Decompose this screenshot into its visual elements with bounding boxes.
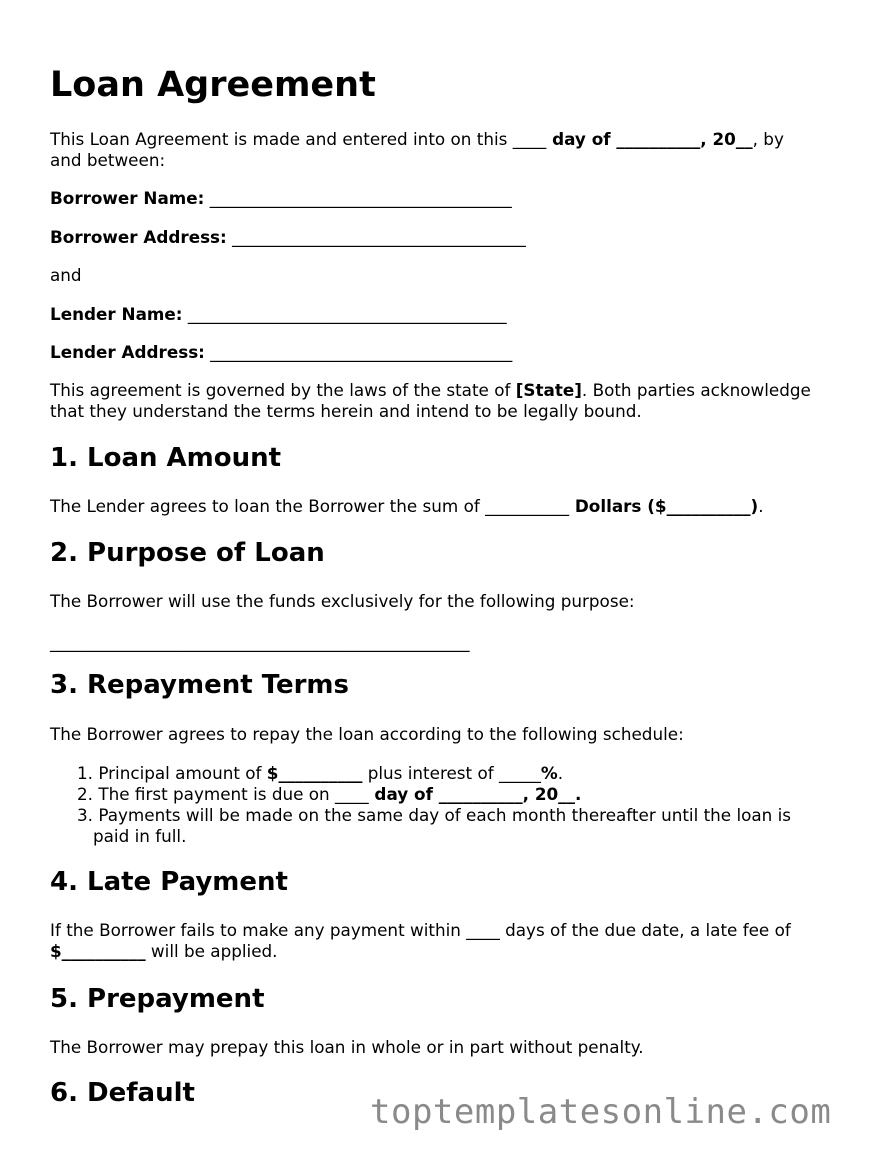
principal-blank: $__________ [266, 763, 363, 783]
section-1-text [50, 496, 764, 517]
governing-line-1 [50, 380, 811, 401]
borrower-name-blank: ____________________________________ [204, 188, 512, 208]
section-2-text: The Borrower will use the funds exclusively for the following purpose: [50, 591, 635, 611]
borrower-address-label: Borrower Address: [50, 227, 227, 247]
borrower-name-label: Borrower Name: [50, 188, 205, 208]
intro-text: This Loan Agreement is made and entered into on this [50, 129, 513, 149]
lender-name-label: Lender Name: [50, 304, 183, 324]
section-6-heading: 6. Default [50, 1078, 195, 1108]
borrower-address-field [50, 227, 526, 248]
lender-name-blank: ______________________________________ [182, 304, 507, 324]
list-number: 1. [76, 763, 93, 783]
section-4-line-2 [50, 941, 278, 962]
late-fee-text: will be applied. [145, 941, 278, 961]
governing-text: This agreement is governed by the laws of the state of [50, 380, 516, 400]
repayment-item-1 [50, 763, 563, 784]
lender-address-blank: ____________________________________ [204, 342, 513, 362]
section-5-text: The Borrower may prepay this loan in whole or in part without penalty. [50, 1037, 644, 1057]
date-blank: day of __________, 20__ [546, 129, 753, 149]
repayment-item-3 [50, 805, 791, 826]
loan-amount-dollars-blank: Dollars ($__________) [569, 496, 759, 516]
repayment-item-2 [50, 784, 581, 805]
list-number: 3. [76, 805, 93, 825]
list-text: Payments will be made on the same day of each month thereafter until the loan is [93, 805, 792, 825]
borrower-name-field [50, 188, 512, 209]
governing-line-2: that they understand the terms herein and intend to be legally bound. [50, 401, 642, 421]
day-blank: ____ [512, 129, 547, 149]
section-5-heading: 5. Prepayment [50, 984, 265, 1014]
document-title: Loan Agreement [50, 65, 376, 105]
late-fee-blank: $__________ [50, 941, 146, 961]
repayment-item-3-continued: paid in full. [93, 826, 187, 846]
intro-text-end: , by [752, 129, 784, 149]
list-text: The first payment is due on ____ [93, 784, 369, 804]
governing-text-end: . Both parties acknowledge [581, 380, 811, 400]
section-3-text: The Borrower agrees to repay the loan according to the following schedule: [50, 724, 684, 744]
section-2-heading: 2. Purpose of Loan [50, 538, 325, 568]
site-watermark: toptemplatesonline.com [370, 1092, 832, 1132]
section-4-heading: 4. Late Payment [50, 867, 288, 897]
list-period: . [557, 763, 564, 783]
percent-sign: % [540, 763, 558, 783]
list-period: . [574, 784, 582, 804]
loan-amount-text: The Lender agrees to loan the Borrower the sum of [50, 496, 486, 516]
intro-line-1 [50, 129, 784, 150]
lender-address-field [50, 342, 512, 363]
and-text: and [50, 265, 82, 285]
section-3-heading: 3. Repayment Terms [50, 670, 349, 700]
lender-name-field [50, 304, 507, 325]
loan-amount-period: . [758, 496, 764, 516]
section-4-line-1: If the Borrower fails to make any payment within ____ days of the due date, a late fee of [50, 920, 791, 940]
loan-amount-words-blank: __________ [485, 496, 570, 516]
intro-line-2: and between: [50, 150, 166, 170]
list-text: Principal amount of [93, 763, 267, 783]
interest-blank: plus interest of _____ [362, 763, 541, 783]
list-number: 2. [76, 784, 93, 804]
first-payment-date-blank: day of __________, 20__ [368, 784, 575, 804]
state-placeholder: [State] [515, 380, 582, 400]
purpose-blank: __________________________________________________ [50, 632, 470, 652]
borrower-address-blank: ___________________________________ [226, 227, 526, 247]
section-1-heading: 1. Loan Amount [50, 443, 282, 473]
lender-address-label: Lender Address: [50, 342, 205, 362]
